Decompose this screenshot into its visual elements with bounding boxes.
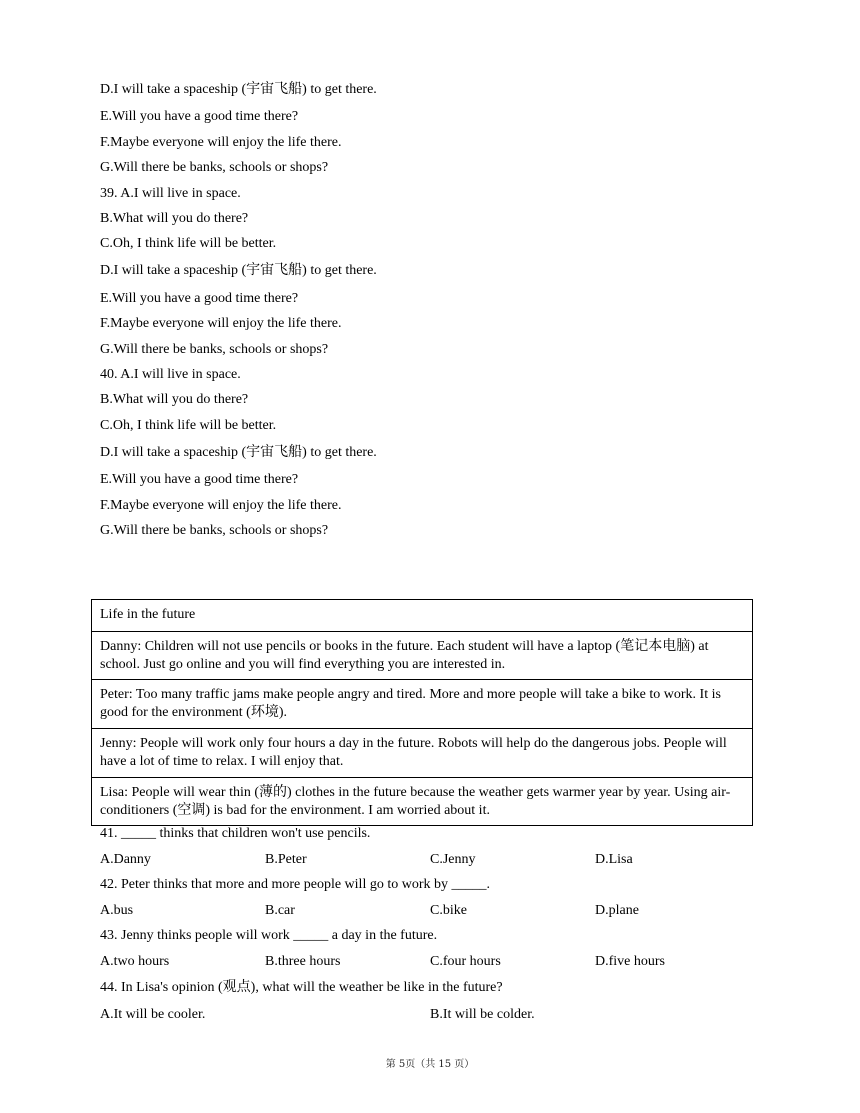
question-42-stem: 42. Peter thinks that more and more people will go to work by _____.	[100, 877, 490, 892]
reading-table	[91, 599, 753, 826]
option-line: D.I will take a spaceship (宇宙飞船) to get there.	[100, 263, 377, 278]
option-line: E.Will you have a good time there?	[100, 472, 299, 487]
choice-c: C.four hours	[430, 954, 501, 969]
choice-b: B.It will be colder.	[430, 1007, 535, 1022]
choice-c: C.Jenny	[430, 852, 476, 867]
choice-a: A.It will be cooler.	[100, 1007, 206, 1022]
choice-b: B.three hours	[265, 954, 341, 969]
table-row-peter: Peter: Too many traffic jams make people angry and tired. More and more people will take a bike to work. It is good for the environment (环境).	[92, 679, 752, 728]
option-line: F.Maybe everyone will enjoy the life there.	[100, 316, 342, 331]
choice-d: D.plane	[595, 903, 639, 918]
option-line: F.Maybe everyone will enjoy the life there.	[100, 135, 342, 150]
choice-a: A.bus	[100, 903, 134, 918]
table-row-danny: Danny: Children will not use pencils or books in the future. Each student will have a laptop (笔记本电脑) at school. Just go online and you will find everything you are interested in.	[92, 631, 752, 679]
option-line: F.Maybe everyone will enjoy the life there.	[100, 498, 342, 513]
table-row-lisa: Lisa: People will wear thin (薄的) clothes in the future because the weather gets warmer year by year. Using air-conditioners (空调) is bad for the environment. I am worried about it.	[92, 777, 752, 825]
choice-a: A.two hours	[100, 954, 170, 969]
option-line: G.Will there be banks, schools or shops?	[100, 523, 329, 538]
choice-b: B.Peter	[265, 852, 307, 867]
question-39-label: 39. A.I will live in space.	[100, 186, 241, 201]
option-line: E.Will you have a good time there?	[100, 109, 299, 124]
table-row-jenny: Jenny: People will work only four hours a day in the future. Robots will help do the dangerous jobs. People will have a lot of time to relax. I will enjoy that.	[92, 728, 752, 777]
option-line: B.What will you do there?	[100, 211, 249, 226]
choice-d: D.Lisa	[595, 852, 633, 867]
choice-a: A.Danny	[100, 852, 151, 867]
option-line: D.I will take a spaceship (宇宙飞船) to get there.	[100, 445, 377, 460]
choice-b: B.car	[265, 903, 295, 918]
page-footer: 第 5页（共 15 页）	[385, 1059, 475, 1070]
option-line: C.Oh, I think life will be better.	[100, 236, 277, 251]
choice-d: D.five hours	[595, 954, 665, 969]
question-40-label: 40. A.I will live in space.	[100, 367, 241, 382]
question-43-stem: 43. Jenny thinks people will work _____ a day in the future.	[100, 928, 438, 943]
option-line: G.Will there be banks, schools or shops?	[100, 160, 329, 175]
question-44-stem: 44. In Lisa's opinion (观点), what will the weather be like in the future?	[100, 980, 503, 995]
option-line: C.Oh, I think life will be better.	[100, 418, 277, 433]
option-line: B.What will you do there?	[100, 392, 249, 407]
question-41-stem: 41. _____ thinks that children won't use pencils.	[100, 826, 371, 841]
option-line: D.I will take a spaceship (宇宙飞船) to get there.	[100, 82, 377, 97]
option-line: G.Will there be banks, schools or shops?	[100, 342, 329, 357]
option-line: E.Will you have a good time there?	[100, 291, 299, 306]
choice-c: C.bike	[430, 903, 467, 918]
table-title: Life in the future	[100, 607, 196, 622]
